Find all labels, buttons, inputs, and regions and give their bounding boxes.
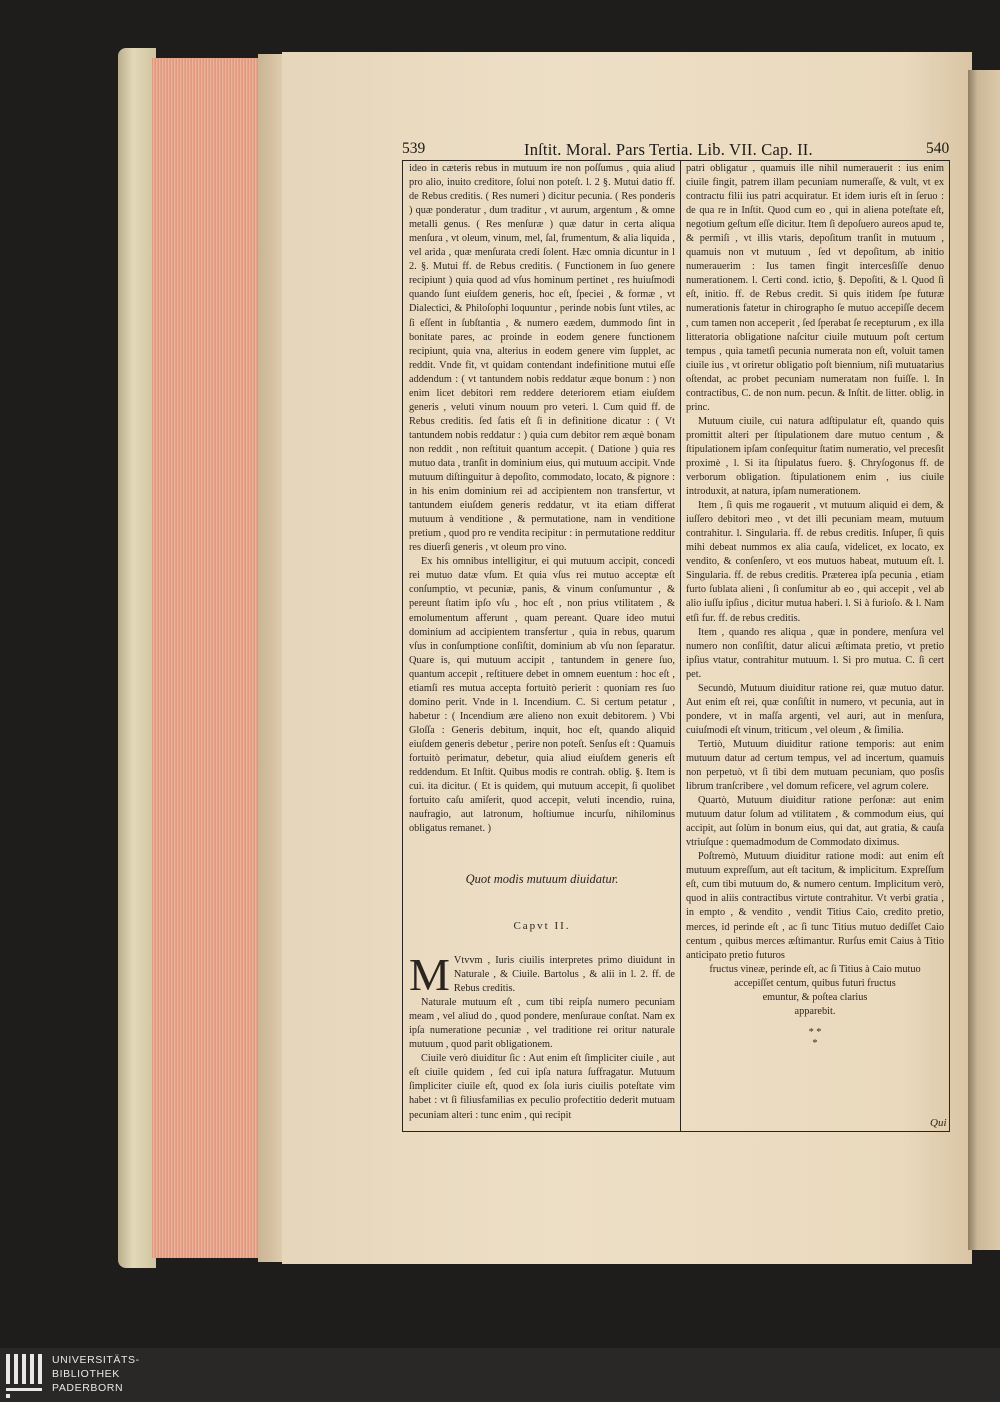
paragraph: patri obligatur , quamuis ille nihil numerauerit : ius enim ciuile fingit, patrem illam pecuniam numeraſſe, & vult, vt ex contractu filii ius patri acquiratur. Et idem iuris eſt in ſeruo : de qua re in Inſtit. Quod cum eo , qui in aliena poteſtate eſt, negotium geſtum eſſe dicitur. Item ſi depoſuero aureos apud te, & permiſi , vt illis vtaris, depoſitum tranſit in mutuum , quamuis non vt mutuum , ſed vt depoſitum, ab initio numerauerim : Ius tamen fingit intercesſiſſe denuo numerationem. l. Certi cond. ictio, §. Depoſiti, & l. Quod ſi eſt, initio. ff. de Rebus credit. Si quis itidem ſpe futuræ numerationis fatetur in chirographo ſe mutuo accepiſſe decem , cum tamen non acceperit , ſed ſperabat ſe recepturum , ex illa litteratoria obligatione naſcitur ciuile mutuum poſt certum tempus , quia tametſi pecunia numerata non eſt, voluit tamen ciuile ius , vt oriretur obligatio poſt biennium, niſi mutuatarius oſtendat, ac probet pecuniam numeratam non fuiſſe. l. In contractibus, C. de non num. pecun. & Inſtit. de litter. oblig. in princ. — [686, 163, 944, 413]
left-page-number: 539 — [402, 140, 426, 157]
right-page-number: 540 — [926, 140, 950, 157]
paragraph: Poſtremò, Mutuum diuiditur ratione modi: aut enim eſt mutuum expreſſum, aut eſt tacitum, & implicitum. Expreſſum eſt, cum tibi mutuum do, & numero centum. Implicitum verò, quod in aliis contractibus virtute contrahitur. Vt verbi gratia , in empto , & vendito , vendit Titius Caio, credito pretio, merces, id perinde eſt , ac ſi tunc Titius mutuo dediſſet Caio centum , quibus merces æſtimantur. Rurſus emit Caius à Titio anticipato pretio futuros — [686, 851, 944, 961]
logo-text-line: PADERBORN — [52, 1382, 124, 1394]
book-cover-edge — [118, 48, 156, 1268]
tail-line: apparebit. — [794, 1005, 836, 1017]
right-column — [686, 162, 944, 1049]
facing-page-edge — [968, 70, 1000, 1250]
page-edges — [152, 58, 264, 1258]
paragraph-text: Vtvvm , Iuris ciuilis interpretes primo diuidunt in Naturale , & Ciuile. Bartolus , & alii in l. 2. ff. de Rebus creditis. — [453, 955, 675, 995]
tail-line: accepiſſet centum, quibus futuri fructus — [734, 977, 896, 989]
paragraph: Item , quando res aliqua , quæ in pondere, menſura vel numero non conſiſtit, datur alicui æſtimata pretio, vt pretio ipſius vtatur, contrahitur mutuum. l. Si pro mutua. C. ſi cert pet. — [686, 626, 944, 680]
paragraph: Quartò, Mutuum diuiditur ratione perſonæ: aut enim mutuum datur ſolum ad vtilitatem , & commodum eius, qui accipit, aut ſolùm in bonum eius, qui dat, aut gratia, & cauſa vtriuſque : quemadmodum de Commodato diximus. — [686, 795, 944, 849]
logo-text-line: UNIVERSITÄTS- — [52, 1354, 140, 1366]
paragraph — [409, 949, 675, 1000]
column-divider — [680, 161, 681, 1131]
paragraph: Item , ſi quis me rogauerit , vt mutuum aliquid ei dem, & iuſſero debitori meo , vt det illi pecuniam meam, mutuum contrahitur. l. Singularia. ff. de rebus creditis. Inſuper, ſi quis mihi debeat nummos ex alia cauſa, videlicet, ex locato, ex vendito, & conſenſero, vt eos mutuos habeat, mutuum eſt. l. Singularia. ff. de rebus creditis. Præterea ipſa pecunia , etiam furto ſublata alieni , ſi conſumitur ab eo , qui accepit , vel ab alio iuſſu ipſius , dicitur mutua haberi. l. Si à furioſo. & l. Nam etſi fur. ff. de rebus creditis. — [686, 500, 944, 624]
catchword: Qui — [930, 1117, 947, 1129]
paragraph: Ciuile verò diuiditur ſic : Aut enim eſt ſimpliciter ciuile , aut eſt ciuile quidem , ſed cui ipſa natura ſuffragatur. Mutuum ſimpliciter ciuile eſt, quod ex ſola iuris ciuilis poteſtate vim habet : vt ſi filiusfamilias ex peculio profectitio dederit mutuam pecuniam alteri : tunc enim , qui recipit — [409, 1053, 675, 1121]
paragraph: Tertiò, Mutuum diuiditur ratione temporis: aut enim mutuum datur ad certum tempus, vel ad incertum, quamuis non perpetuò, vt ſi tibi dem mutuam pecuniam, quo posſis librum tranſcribere , vel domum reficere, vel agrum colere. — [686, 738, 944, 793]
left-column-chapter-text — [409, 949, 675, 1123]
paragraph: Secundò, Mutuum diuiditur ratione rei, quæ mutuo datur. Aut enim eſt rei, quæ conſiſtit in numero, vt pecunia, aut in pondere, vt in maſſa argenti, vel auri, aut in menſura, cuiuſmodi eſt vinum, triticum , vel oleum , & ſimilia. — [686, 682, 944, 736]
logo-text-line: BIBLIOTHEK — [52, 1368, 120, 1380]
footer-bar — [0, 1348, 1000, 1402]
running-title: Inſtit. Moral. Pars Tertia. Lib. VII. Cap. II. — [524, 140, 813, 159]
section-heading: Quot modis mutuum diuidatur. — [465, 872, 619, 886]
stars-line: * — [812, 1037, 818, 1049]
stars-line: * * — [808, 1026, 822, 1038]
paragraph: Mutuum ciuile, cui natura adſtipulatur eſt, quando quis promittit alteri per ſtipulationem dare mutuo centum , & ſtipulationem ipſam conſequitur ſtatim numeratio, vel precesſit proximè , l. Si ita ſtipulatus fuero. §. Chryſogonus ff. de verborum obligation. ſtipulationem enim , ius ciuile introduxit, at natura, ipſam numerationem. — [686, 415, 944, 498]
tail-block — [686, 963, 944, 1049]
chapter-heading: Capvt II. — [513, 920, 571, 932]
drop-capital: M — [409, 949, 450, 1000]
tail-line: fructus vineæ, perinde eſt, ac ſi Titius à Caio mutuo — [709, 963, 921, 975]
left-column — [409, 162, 675, 836]
library-logo-icon — [6, 1354, 42, 1398]
paragraph: Ex his omnibus intelligitur, ei qui mutuum accipit, concedi rei mutuo datæ vſum. Et quia vſus rei mutuo acceptæ eſt conſumptio, vt pecuniæ, panis, & vinum conſumuntur , & pereunt ſtatim ipſo vſu , hoc eſt , non prius vtilitatem , & emolumentum afferunt , quam pereant. Quare ideo mutui dominium ad accipientem transfertur , quia in rebus, quarum vſus in conſumptione conſiſtit, dominium ab vſu non ſeparatur. Quare is, qui mutuum accipit , tantundem in genere ſuo, quantum accepit , reſtituere debet in omnem euentum : hoc eſt , etiamſi res mutua accepta fortuitò perierit : quoniam res ſuo domino perit. Vnde in l. Incendium. C. Si certum petatur , habetur : ( Incendium ære alieno non exuit debitorem. ) Vbi Gloſſa : Generis debitum, inquit, hoc eſt, quando aliquid eiuſdem generis debetur , perire non poteſt. Senſus eſt : Quamuis fortuitò perimatur, debetur, quia aliud eiuſdem generis eſt reddendum. Et Inſtit. Quibus modis re contrah. oblig. §. Item is cui. ita dicitur. ( Et is quidem, qui mutuum accepit, ſi quolibet fortuito caſu amiſerit, quod accepit, veluti incendio, ruina, naufragio, aut latronum, hoſtiumue incurſu, nihilominus obligatus remanet. ) — [409, 556, 675, 835]
ornament-stars — [686, 1027, 944, 1049]
paragraph: Naturale mutuum eſt , cum tibi reipſa numero pecuniam meam , vel aliud do , quod pondere, menſuraue conſtat. Nam ex ipſa numeratione pecuniæ , vel traditione rei oritur naturale mutuum , quod parit obligationem. — [409, 997, 675, 1051]
tail-line: emuntur, & poſtea clarius — [762, 991, 868, 1003]
paragraph: ideo in cæteris rebus in mutuum ire non poſſumus , quia aliud pro alio, inuito creditore, ſolui non poteſt. l. 2 §. Mutui datio ff. de Rebus creditis. ( Res numeri ) dicitur pecunia. ( Res ponderis ) quæ ponderatur , dum traditur , vt aurum, argentum , & omne metalli genus. ( Res menſuræ ) quæ datur in certa aliqua menſura , vt oleum, vinum, mel, ſal, frumentum, & alia liquida , vel arida , quæ menſurata credi ſolent. Hæc omnia dicuntur in l 2. §. Mutui ff. de Rebus creditis. ( Functionem in ſuo genere recipiunt ) quia quod ad vſus hominum pertinet , res huiuſmodi quando ſunt eiuſdem generis, hoc eſt, ſpeciei , & formæ , vt Dialectici, & Philoſophi loquuntur , perinde nobis ſunt vtiles, ac ſi eſſent in ſubſtantia , & numero eædem, dummodo ſint in bonitate pares, ac proinde in eodem genere functionem recipiunt, quia vna, alterius in eodem genere vim ſupplet, ac reddit. Vnde fit, vt quidam contendant indefinitione mutui eſſe addendum : ( vt tantundem nobis reddatur æque bonum : ) non enim licet debitori rem reddere deteriorem etiam eiuſdem generis , veluti vinum nouum pro veteri. l. Cum quid ff. de Rebus creditis. ſed ſatis eſt ſi in definitione dicatur : ( Vt tantundem nobis reddatur : ) quia cum debitor rem æquè bonam non reddit , non reſtituit quantum accepit. ( Datione ) quia res mutuo data , tranſit in dominium eius, qui mutuum accipit. Vnde mutuum diſtinguitur à depoſito, commodato, locato, & pignore : in his enim dominium rei ad accipientem non transfertur, vt tantundem eiuſdem generis reddatur, vt ita etiam differat mutuum à venditione , & permutatione, nam in venditione pretium , quod pro re vendita recipitur : in permutatione redditur res diuerſi generis , vt oleum pro vino. — [409, 163, 675, 554]
